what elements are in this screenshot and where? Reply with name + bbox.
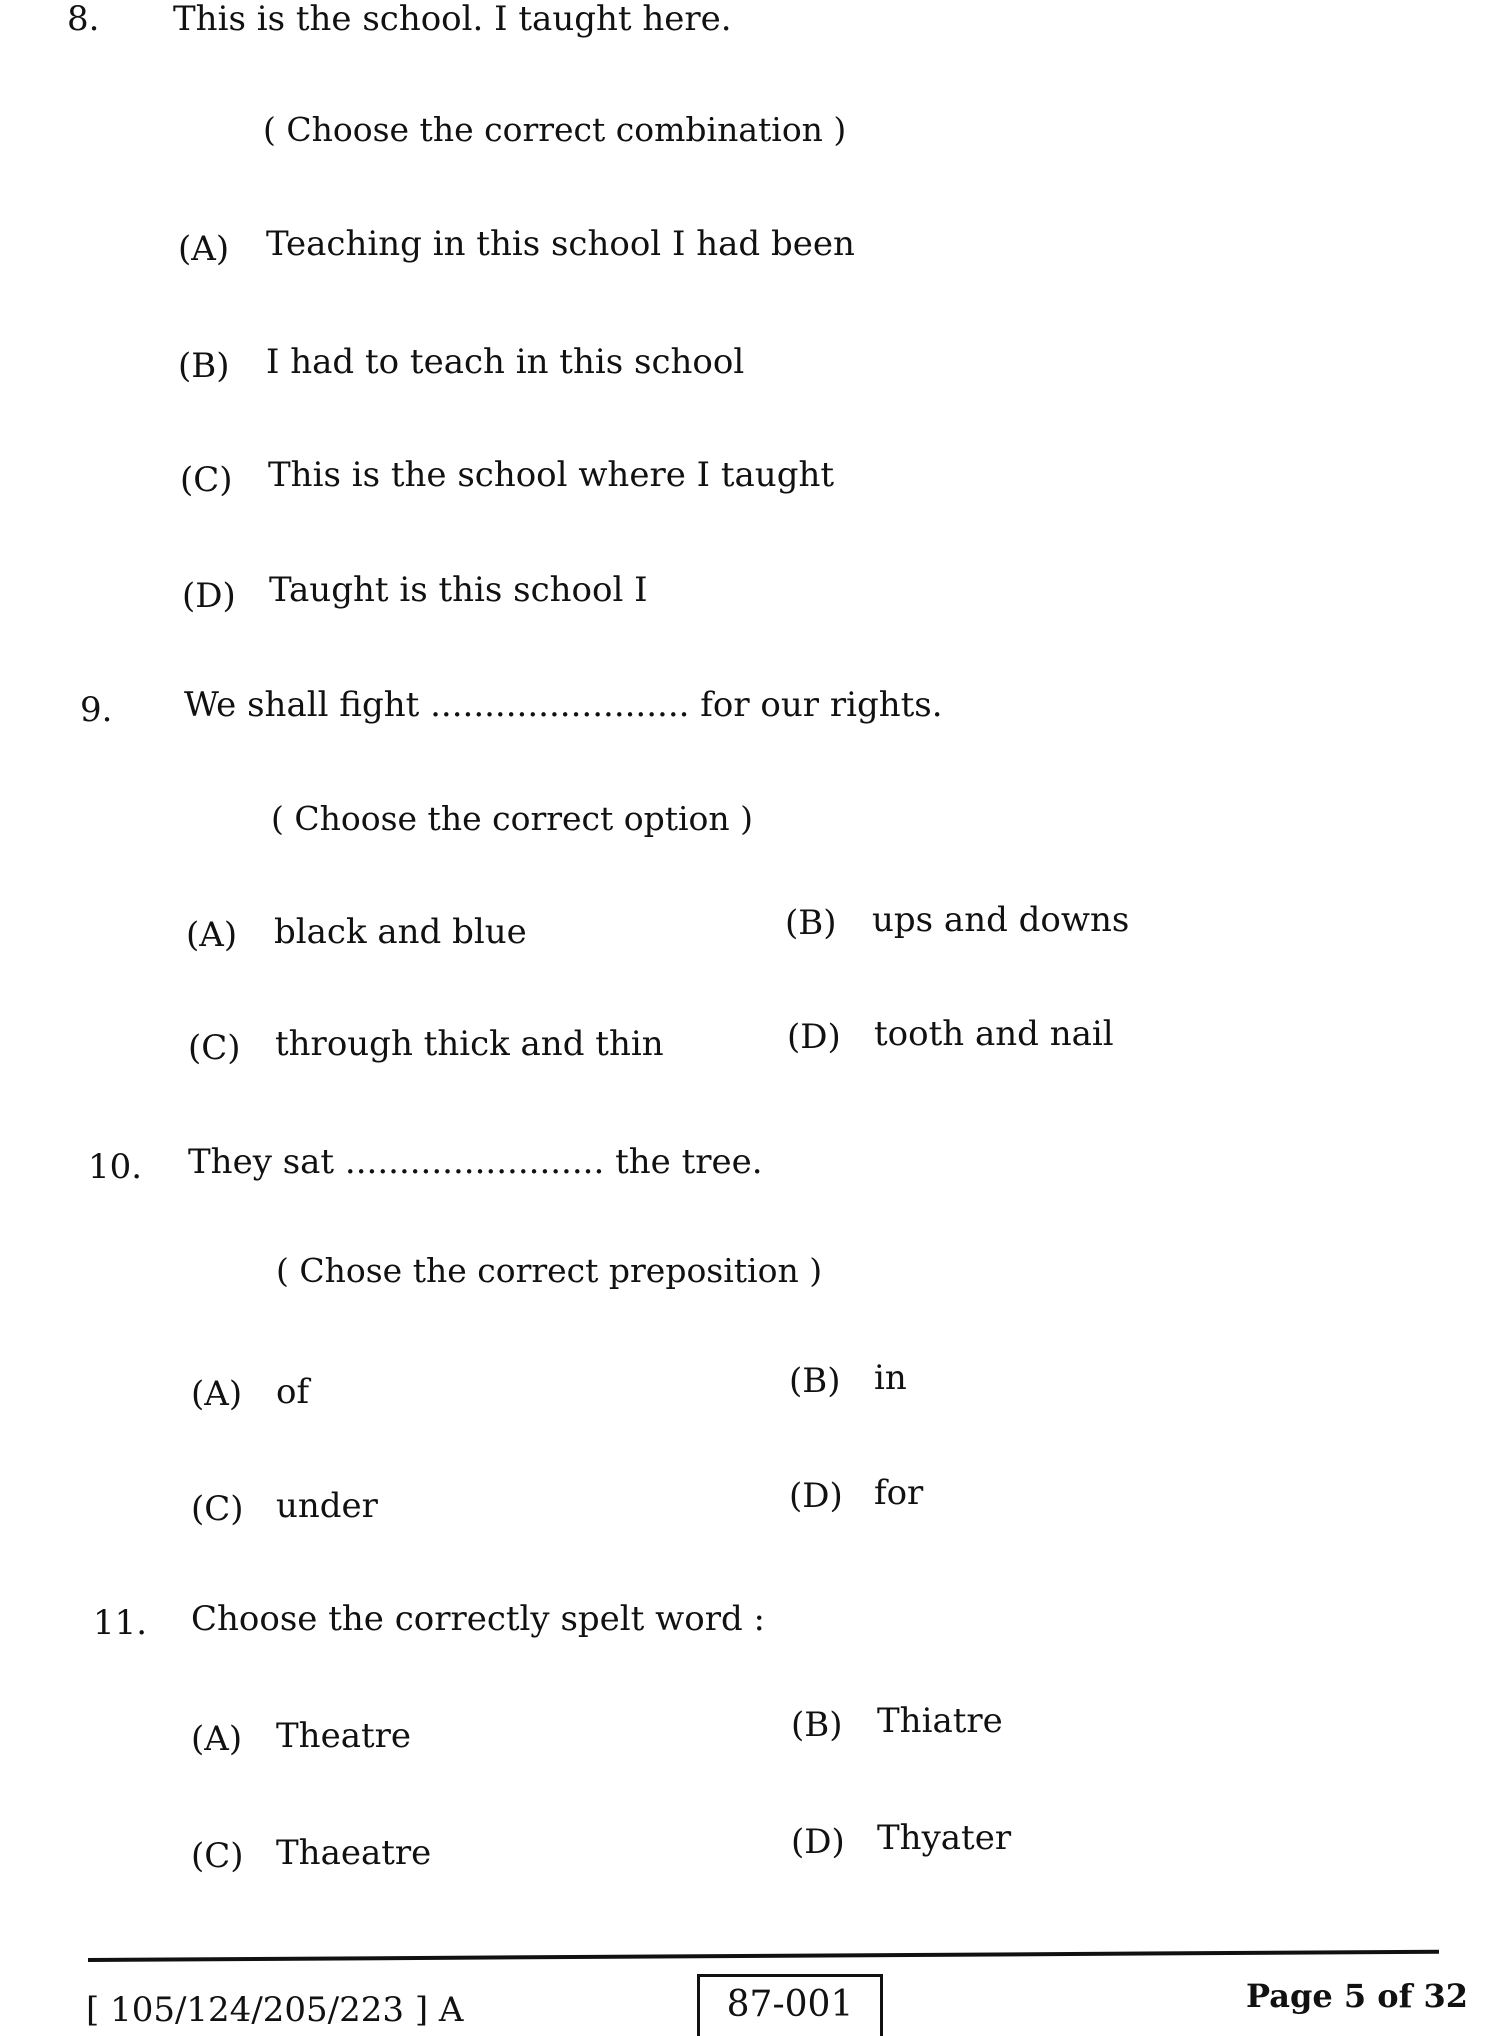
option-text: ups and downs (872, 900, 1130, 940)
question-instruction: ( Choose the correct combination ) (263, 110, 847, 149)
option-text: black and blue (274, 912, 527, 952)
option-text: Teaching in this school I had been (266, 224, 855, 264)
question-instruction: ( Choose the correct option ) (271, 799, 754, 838)
option-label: (D) (789, 1476, 843, 1516)
option-label: (C) (191, 1489, 244, 1529)
option-text: Thaeatre (276, 1833, 432, 1873)
option-text: Theatre (276, 1716, 412, 1756)
option-text: Thiatre (877, 1701, 1003, 1741)
option-label: (D) (791, 1822, 845, 1862)
option-label: (A) (191, 1719, 243, 1759)
option-text: I had to teach in this school (266, 342, 745, 382)
question-text: Choose the correctly spelt word : (191, 1599, 765, 1639)
option-label: (B) (178, 346, 230, 386)
option-text: This is the school where I taught (268, 455, 835, 495)
option-text: through thick and thin (275, 1024, 664, 1064)
question-number: 10. (88, 1147, 143, 1187)
option-label: (C) (191, 1836, 244, 1876)
booklet-code: 87-001 (726, 1984, 854, 2025)
question-instruction: ( Chose the correct preposition ) (276, 1251, 823, 1290)
option-label: (B) (785, 903, 837, 943)
question-text: We shall fight ........................ for our rights. (184, 685, 943, 725)
option-label: (A) (191, 1374, 243, 1414)
booklet-code-box (697, 1974, 883, 2036)
question-text: They sat ........................ the tree. (188, 1142, 763, 1182)
option-label: (A) (178, 229, 230, 269)
option-text: tooth and nail (874, 1014, 1114, 1054)
option-text: for (874, 1473, 924, 1513)
option-label: (B) (789, 1361, 841, 1401)
option-text: in (874, 1358, 907, 1398)
page-number: Page 5 of 32 (1246, 1977, 1468, 2015)
option-label: (C) (188, 1028, 241, 1068)
option-label: (B) (791, 1705, 843, 1745)
option-label: (D) (787, 1017, 841, 1057)
footer-rule (88, 1950, 1439, 1962)
question-text: This is the school. I taught here. (173, 0, 732, 39)
option-label: (D) (182, 576, 236, 616)
question-number: 8. (67, 0, 100, 39)
question-number: 11. (93, 1603, 148, 1643)
option-text: Taught is this school I (269, 570, 648, 610)
option-text: of (276, 1372, 310, 1412)
question-number: 9. (80, 690, 113, 730)
option-label: (A) (186, 915, 238, 955)
paper-code: [ 105/124/205/223 ] A (86, 1990, 464, 2030)
option-text: Thyater (877, 1818, 1012, 1858)
option-label: (C) (180, 460, 233, 500)
option-text: under (276, 1486, 378, 1526)
